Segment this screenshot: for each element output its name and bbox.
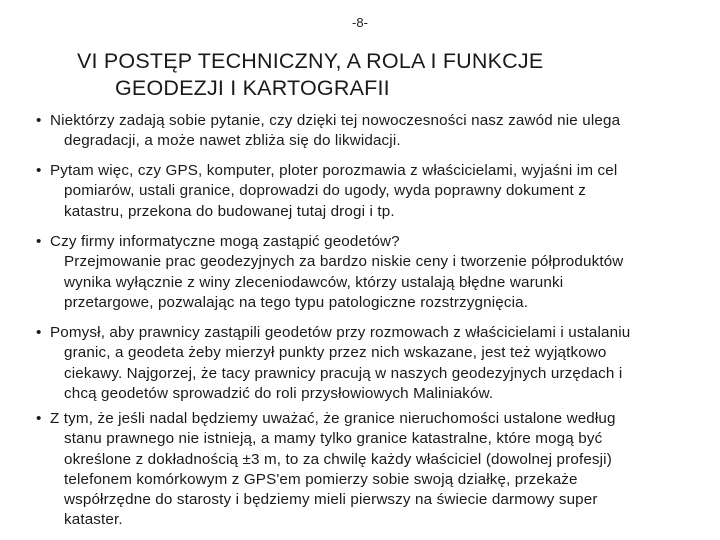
bullet-line: telefonem komórkowym z GPS'em pomierzy sobie swoją działkę, przekaże <box>64 470 578 488</box>
slide-title-line-1: VI POSTĘP TECHNICZNY, A ROLA I FUNKCJE <box>77 49 544 73</box>
bullet-line: Niektórzy zadają sobie pytanie, czy dzięki tej nowoczesności nasz zawód nie ulega <box>50 112 621 129</box>
bullet-line: przetargowe, pozwalając na tego typu patologiczne rozstrzygnięcia. <box>64 293 529 311</box>
bullet-line: ciekawy. Najgorzej, że tacy prawnicy pracują w naszych geodezyjnych urzędach i <box>64 364 623 382</box>
bullet-dot: • <box>36 324 42 341</box>
page-number: -8- <box>352 15 368 30</box>
bullet-line: Pytam więc, czy GPS, komputer, ploter porozmawia z właścicielami, wyjaśni im cel <box>50 162 618 179</box>
bullet-dot: • <box>36 410 42 427</box>
bullet-dot: • <box>36 162 42 179</box>
bullet-line: chcą geodetów sprowadzić do roli przysłowiowych Maliniaków. <box>64 384 494 402</box>
bullet-item <box>36 232 623 313</box>
bullet-item <box>36 161 617 222</box>
bullet-line: katastru, przekona do budowanej tutaj drogi i tp. <box>64 202 395 220</box>
bullet-line: określone z dokładnością ±3 m, to za chwilę każdy właściciel (dowolnej profesji) <box>64 450 612 468</box>
bullet-line: współrzędne do starosty i będziemy mieli pierwszy na świecie darmowy super <box>64 491 598 509</box>
bullet-item <box>36 111 620 152</box>
bullet-dot: • <box>36 112 42 129</box>
bullet-line: Czy firmy informatyczne mogą zastąpić geodetów? <box>50 233 400 250</box>
bullet-line: wynika wyłącznie z winy zleceniodawców, którzy ustalają błędne warunki <box>64 273 564 291</box>
bullet-item <box>36 409 616 531</box>
bullet-line: Przejmowanie prac geodezyjnych za bardzo niskie ceny i tworzenie półproduktów <box>64 253 624 271</box>
bullet-line: kataster. <box>64 511 123 529</box>
bullet-dot: • <box>36 233 42 250</box>
slide-title <box>77 48 677 102</box>
bullet-item <box>36 323 630 404</box>
slide-title-line-2: GEODEZJI I KARTOGRAFII <box>115 76 390 100</box>
bullet-line: Z tym, że jeśli nadal będziemy uważać, że granice nieruchomości ustalone według <box>50 410 616 427</box>
bullet-line: Pomysł, aby prawnicy zastąpili geodetów przy rozmowach z właścicielami i ustalaniu <box>50 324 631 341</box>
bullet-line: pomiarów, ustali granice, doprowadzi do ugody, wyda poprawny dokument z <box>64 182 586 200</box>
bullet-line: stanu prawnego nie istnieją, a mamy tylko granice katastralne, które mogą być <box>64 430 603 448</box>
bullet-line: degradacji, a może nawet zbliża się do likwidacji. <box>64 132 401 150</box>
bullet-line: granic, a geodeta żeby mierzył punkty przez nich wskazane, jest też wyjątkowo <box>64 344 607 362</box>
